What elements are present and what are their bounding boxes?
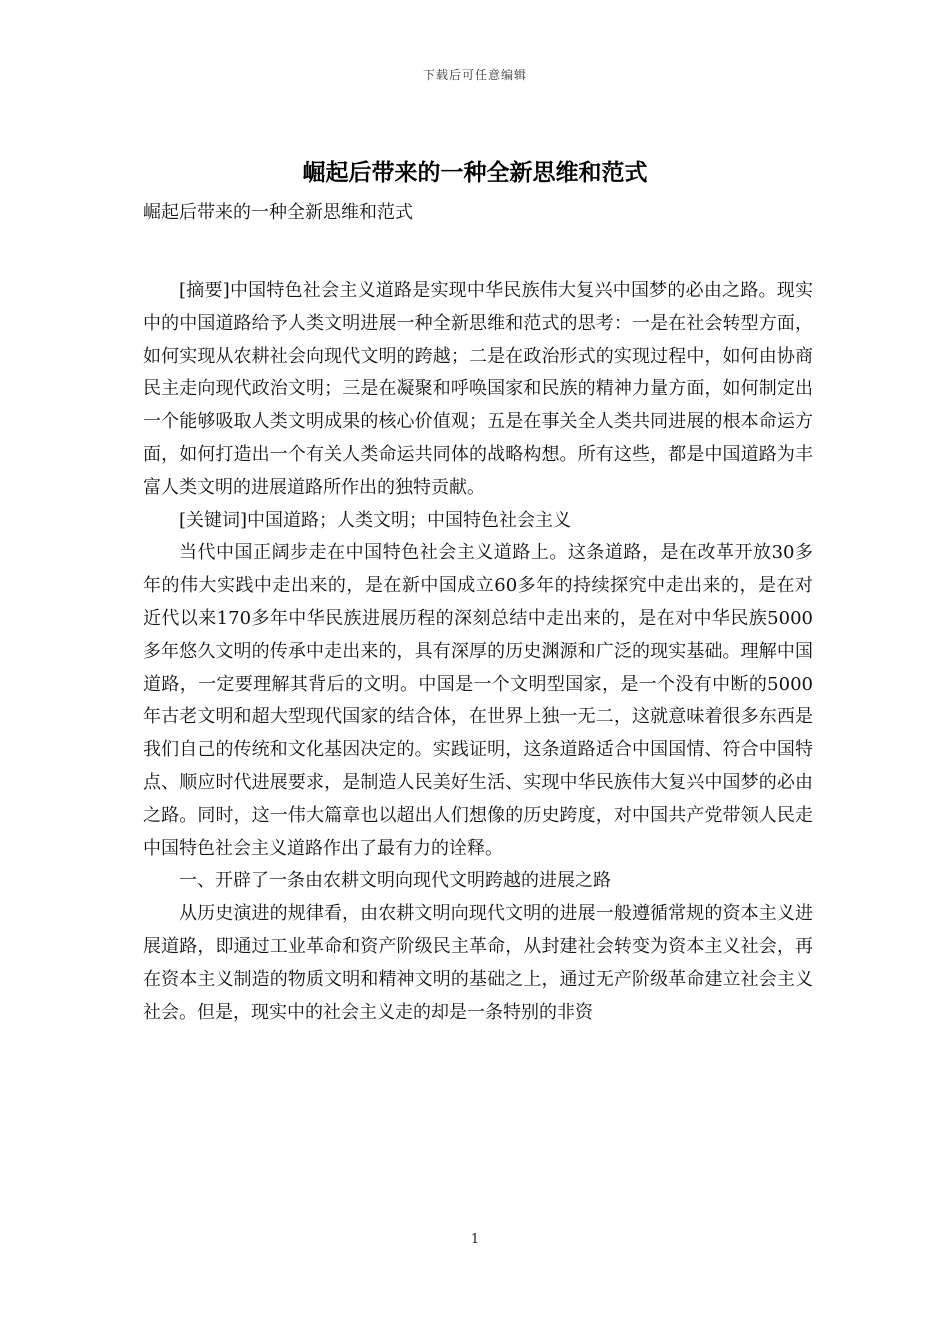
keywords-paragraph: [关键词]中国道路；人类文明；中国特色社会主义 [179,509,572,531]
section-heading-1: 一、开辟了一条由农耕文明向现代文明跨越的进展之路 [179,870,611,892]
page-header: 下载后可任意编辑 [422,68,527,82]
body-paragraph-2: 从历史演进的规律看，由农耕文明向现代文明的进展一般遵循常规的资本主义进展道路，即通过工业革命和资产阶级民主革命，从封建社会转变为资本主义社会，再在资本主义制造的物质文明和精神文明的基础之上，通过无产阶级革命建立社会主义社会。但是，现实中的社会主义走的却是一条特别的非资 [143,903,813,1023]
document-body [143,275,813,1029]
document-title: 崛起后带来的一种全新思维和范式 [302,160,648,186]
page-number: 1 [470,1232,480,1247]
document-subtitle: 崛起后带来的一种全新思维和范式 [143,202,413,223]
body-paragraph-1: 当代中国正阔步走在中国特色社会主义道路上。这条道路，是在改革开放30多年的伟大实践中走出来的，是在新中国成立60多年的持续探究中走出来的，是在对近代以来170多年中华民族进展历程的深刻总结中走出来的，是在对中华民族5000多年悠久文明的传承中走出来的，具有深厚的历史渊源和广泛的现实基础。理解中国道路，一定要理解其背后的文明。中国是一个文明型国家，是一个没有中断的5000年古老文明和超大型现代国家的结合体，在世界上独一无二，这就意味着很多东西是我们自己的传统和文化基因决定的。实践证明，这条道路适合中国国情、符合中国特点、顺应时代进展要求，是制造人民美好生活、实现中华民族伟大复兴中国梦的必由之路。同时，这一伟大篇章也以超出人们想像的历史跨度，对中国共产党带领人民走中国特色社会主义道路作出了最有力的诠释。 [143,542,813,859]
abstract-paragraph: [摘要]中国特色社会主义道路是实现中华民族伟大复兴中国梦的必由之路。现实中的中国道路给予人类文明进展一种全新思维和范式的思考：一是在社会转型方面，如何实现从农耕社会向现代文明的跨越；二是在政治形式的实现过程中，如何由协商民主走向现代政治文明；三是在凝聚和呼唤国家和民族的精神力量方面，如何制定出一个能够吸取人类文明成果的核心价值观；五是在事关全人类共同进展的根本命运方面，如何打造出一个有关人类命运共同体的战略构想。所有这些，都是中国道路为丰富人类文明的进展道路所作出的独特贡献。 [143,280,813,498]
